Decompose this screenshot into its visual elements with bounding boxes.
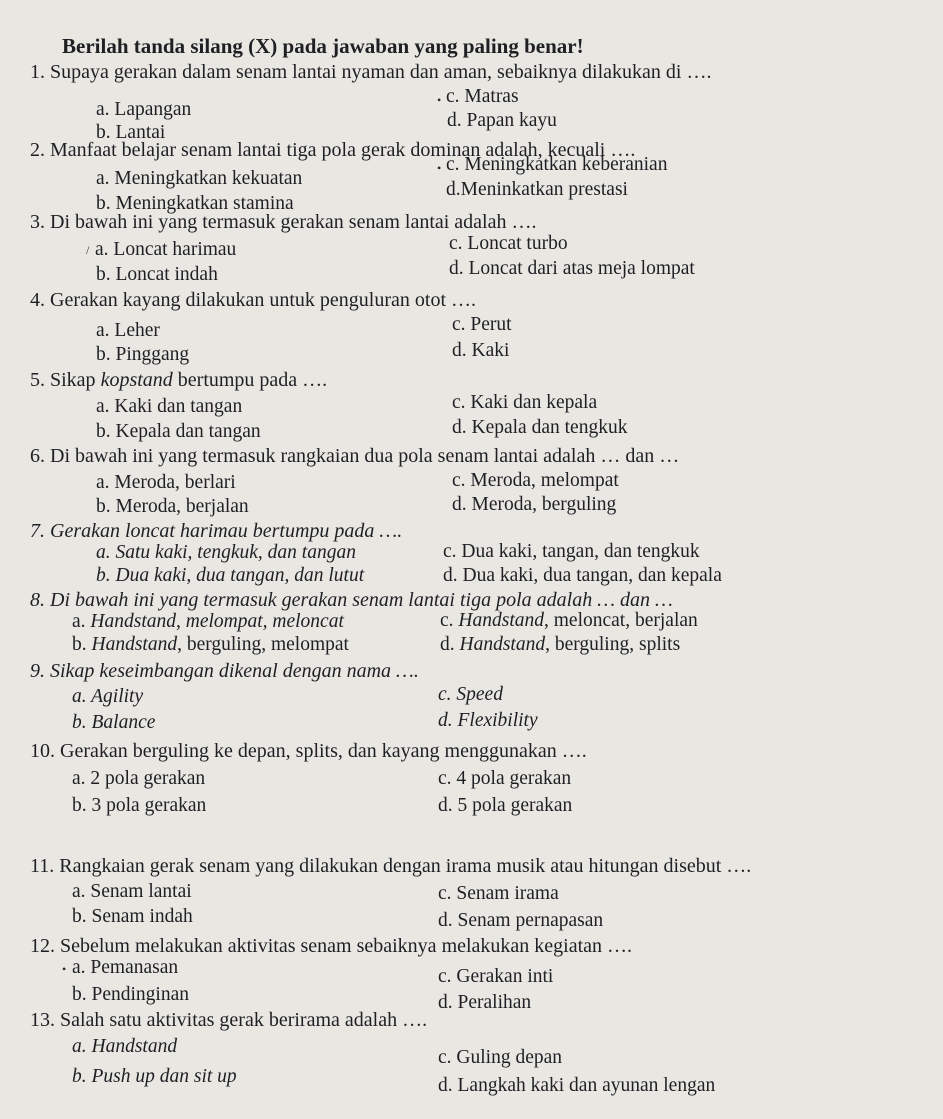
question-11: 11. Rangkaian gerak senam yang dilakukan dengan irama musik atau hitungan disebut …. <box>30 855 752 877</box>
answer-mark: • <box>437 161 442 175</box>
question-3-option-d[interactable]: d. Loncat dari atas meja lompat <box>449 258 695 279</box>
question-2-option-c[interactable]: c. Meningkatkan keberanian <box>446 154 668 175</box>
question-11-option-b[interactable]: b. Senam indah <box>72 906 193 927</box>
question-8-option-c[interactable]: c. Handstand, meloncat, berjalan <box>440 610 698 631</box>
question-1-option-d[interactable]: d. Papan kayu <box>447 110 557 131</box>
question-5-option-c[interactable]: c. Kaki dan kepala <box>452 392 598 413</box>
question-9-option-b[interactable]: b. Balance <box>72 712 156 733</box>
question-1-option-b[interactable]: b. Lantai <box>96 122 166 143</box>
question-9: 9. Sikap keseimbangan dikenal dengan nama …. <box>30 660 419 682</box>
question-10-option-d[interactable]: d. 5 pola gerakan <box>438 795 573 816</box>
question-7-option-d[interactable]: d. Dua kaki, dua tangan, dan kepala <box>443 565 722 586</box>
answer-mark: / <box>86 243 90 257</box>
question-6-option-c[interactable]: c. Meroda, melompat <box>452 470 619 491</box>
question-12-option-b[interactable]: b. Pendinginan <box>72 984 189 1005</box>
question-4-option-b[interactable]: b. Pinggang <box>96 344 190 365</box>
question-3: 3. Di bawah ini yang termasuk gerakan senam lantai adalah …. <box>30 211 537 233</box>
question-1-option-a[interactable]: a. Lapangan <box>96 99 192 120</box>
question-6: 6. Di bawah ini yang termasuk rangkaian dua pola senam lantai adalah … dan … <box>30 445 680 467</box>
question-13-option-a[interactable]: a. Handstand <box>72 1036 178 1057</box>
question-6-option-a[interactable]: a. Meroda, berlari <box>96 472 236 493</box>
question-4: 4. Gerakan kayang dilakukan untuk penguluran otot …. <box>30 289 476 311</box>
question-9-option-c[interactable]: c. Speed <box>438 684 503 705</box>
question-9-option-a[interactable]: a. Agility <box>72 686 144 707</box>
question-10-option-a[interactable]: a. 2 pola gerakan <box>72 768 206 789</box>
question-7: 7. Gerakan loncat harimau bertumpu pada …. <box>30 520 403 542</box>
question-4-option-d[interactable]: d. Kaki <box>452 340 510 361</box>
question-13-option-d[interactable]: d. Langkah kaki dan ayunan lengan <box>438 1075 716 1096</box>
question-3-option-b[interactable]: b. Loncat indah <box>96 264 218 285</box>
question-11-option-a[interactable]: a. Senam lantai <box>72 881 192 902</box>
question-13-option-c[interactable]: c. Guling depan <box>438 1047 563 1068</box>
question-10: 10. Gerakan berguling ke depan, splits, dan kayang menggunakan …. <box>30 740 587 762</box>
question-2-option-b[interactable]: b. Meningkatkan stamina <box>96 193 294 214</box>
question-12-option-c[interactable]: c. Gerakan inti <box>438 966 554 987</box>
question-8-option-a[interactable]: a. Handstand, melompat, meloncat <box>72 611 344 632</box>
question-13-option-b[interactable]: b. Push up dan sit up <box>72 1066 237 1087</box>
question-5-option-a[interactable]: a. Kaki dan tangan <box>96 396 243 417</box>
question-6-option-d[interactable]: d. Meroda, berguling <box>452 494 617 515</box>
question-1-option-c[interactable]: c. Matras <box>446 86 519 107</box>
question-10-option-c[interactable]: c. 4 pola gerakan <box>438 768 572 789</box>
answer-mark: • <box>62 962 67 976</box>
question-9-option-d[interactable]: d. Flexibility <box>438 710 538 731</box>
question-8-option-b[interactable]: b. Handstand, berguling, melompat <box>72 634 349 655</box>
question-6-option-b[interactable]: b. Meroda, berjalan <box>96 496 249 517</box>
question-4-option-a[interactable]: a. Leher <box>96 320 160 341</box>
question-8: 8. Di bawah ini yang termasuk gerakan senam lantai tiga pola adalah … dan … <box>30 589 673 611</box>
question-12-option-a[interactable]: a. Pemanasan <box>72 957 179 978</box>
question-7-option-c[interactable]: c. Dua kaki, tangan, dan tengkuk <box>443 541 700 562</box>
question-11-option-d[interactable]: d. Senam pernapasan <box>438 910 604 931</box>
question-3-option-c[interactable]: c. Loncat turbo <box>449 233 568 254</box>
question-7-option-a[interactable]: a. Satu kaki, tengkuk, dan tangan <box>96 542 356 563</box>
question-2-option-a[interactable]: a. Meningkatkan kekuatan <box>96 168 303 189</box>
question-5-option-b[interactable]: b. Kepala dan tangan <box>96 421 261 442</box>
question-1: 1. Supaya gerakan dalam senam lantai nyaman dan aman, sebaiknya dilakukan di …. <box>30 61 712 83</box>
question-3-option-a[interactable]: a. Loncat harimau <box>95 239 237 260</box>
question-8-option-d[interactable]: d. Handstand, berguling, splits <box>440 634 681 655</box>
question-12: 12. Sebelum melakukan aktivitas senam sebaiknya melakukan kegiatan …. <box>30 935 633 957</box>
instructions-title: Berilah tanda silang (X) pada jawaban yang paling benar! <box>62 34 584 58</box>
question-10-option-b[interactable]: b. 3 pola gerakan <box>72 795 207 816</box>
question-7-option-b[interactable]: b. Dua kaki, dua tangan, dan lutut <box>96 565 365 586</box>
question-4-option-c[interactable]: c. Perut <box>452 314 512 335</box>
question-5-option-d[interactable]: d. Kepala dan tengkuk <box>452 417 628 438</box>
question-2: 2. Manfaat belajar senam lantai tiga pola gerak dominan adalah, kecuali …. <box>30 139 636 161</box>
question-12-option-d[interactable]: d. Peralihan <box>438 992 532 1013</box>
question-11-option-c[interactable]: c. Senam irama <box>438 883 559 904</box>
answer-mark: • <box>437 93 442 107</box>
question-5: 5. Sikap kopstand bertumpu pada …. <box>30 369 328 391</box>
question-13: 13. Salah satu aktivitas gerak berirama adalah …. <box>30 1009 428 1031</box>
question-2-option-d[interactable]: d.Meninkatkan prestasi <box>446 179 628 200</box>
